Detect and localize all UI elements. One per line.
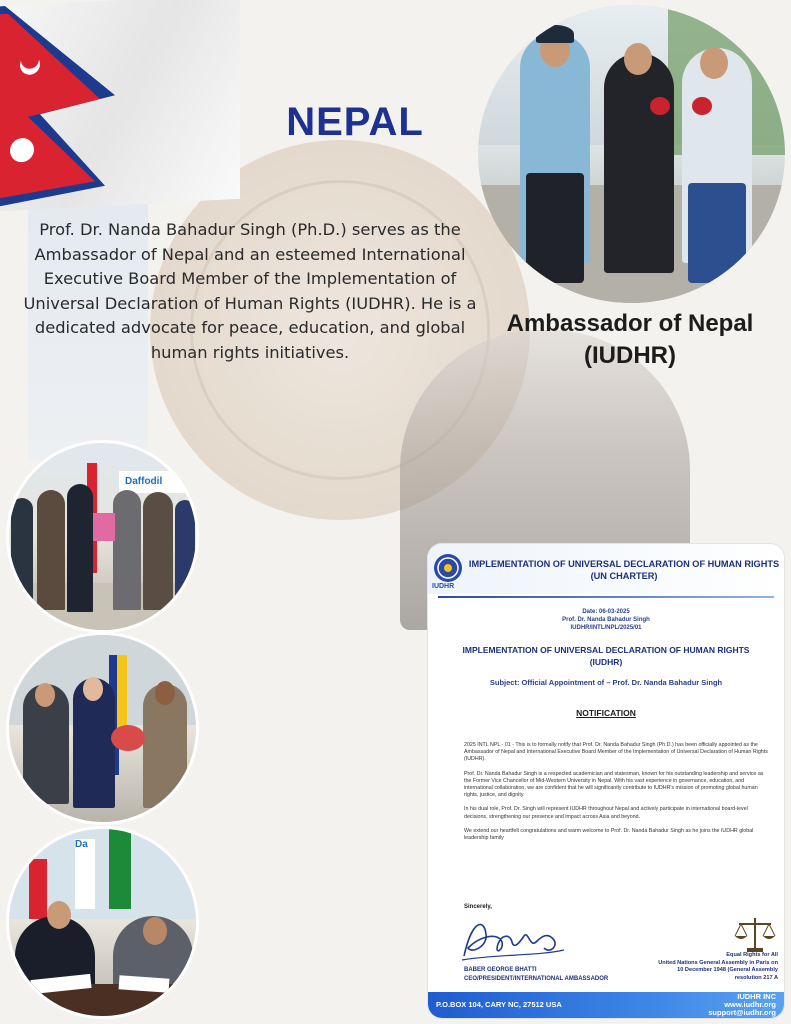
banner-text: Daffodil xyxy=(119,471,195,493)
letter-body xyxy=(464,742,768,849)
assembly-line-3: resolution 217 A xyxy=(734,974,778,981)
letter-title-line-2: (IUDHR) xyxy=(589,657,623,667)
letter-date: Date: 06-03-2025 xyxy=(582,609,630,615)
banner-text: Da xyxy=(75,839,95,909)
body-paragraph-2: Prof. Dr. Nanda Bahadur Singh is a respected academician and statesman, known for his outstanding leadership and service as the Former Vice Chancellor of Mid-Western University in Nepal. With his vast experience in governance, education, and international collaboration, we are confident that he will significantly contribute to IUDHR's mission of promoting global human rights, justice, and dignity. xyxy=(464,770,764,799)
letter-meta xyxy=(428,608,784,632)
footer-contact xyxy=(708,993,776,1017)
charter-note xyxy=(618,952,778,982)
signing-photo xyxy=(6,826,199,1019)
bio-paragraph: Prof. Dr. Nanda Bahadur Singh (Ph.D.) serves as the Ambassador of Nepal and an esteemed International Executive Board Member of the Implementation of Universal Declaration of Human Rights (IUDHR). He is a dedicated advocate for peace, education, and global human rights initiatives. xyxy=(23,220,477,362)
meeting-photo-1 xyxy=(6,440,199,633)
nepal-flag-image xyxy=(0,0,240,211)
footer-address: P.O.BOX 104, CARY NC, 27512 USA xyxy=(436,1000,562,1009)
iudhr-logo xyxy=(434,554,462,582)
letter-subject: Subject: Official Appointment of – Prof. Dr. Nanda Bahadur Singh xyxy=(489,678,723,687)
assembly-line-2: 10 December 1948 (General Assembly xyxy=(677,967,778,973)
letter-footer xyxy=(428,992,784,1018)
role-line-1: Ambassador of Nepal xyxy=(506,310,754,337)
header-subtitle-line: (UN CHARTER) xyxy=(590,571,658,581)
page-title: NEPAL xyxy=(286,100,424,144)
notification-heading: NOTIFICATION xyxy=(576,708,636,718)
signer-block xyxy=(464,966,608,984)
body-paragraph-4: We extend our heartfelt congratulations and warm welcome to Prof. Dr. Nanda Bahadur Singh as he joins the IUDHR global leadership family xyxy=(464,827,754,842)
assembly-line-1: United Nations General Assembly in Paris on xyxy=(658,959,778,966)
equal-rights-line: Equal Rights for All xyxy=(726,952,778,958)
letter-header xyxy=(428,544,784,594)
footer-website: www.iudhr.org xyxy=(724,1000,776,1009)
letter-recipient: Prof. Dr. Nanda Bahadur Singh xyxy=(562,617,650,623)
group-photo-top xyxy=(478,5,785,303)
footer-org: IUDHR INC xyxy=(737,992,776,1001)
body-paragraph-1: 2025 INTL NPL - 01 - This is to formally notify that Prof. Dr. Nanda Bahadur Singh (Ph.D.) has been officially appointed as the Ambassador of Nepal and International Executive Board Member of the Implementation of Universal Declaration of Human Rights (IUDHR). xyxy=(464,742,768,763)
letter-header-title xyxy=(468,558,780,582)
footer-email: support@iudhr.org xyxy=(708,1008,776,1017)
letter-closing: Sincerely, xyxy=(464,904,492,910)
header-title-line: IMPLEMENTATION OF UNIVERSAL DECLARATION OF HUMAN RIGHTS xyxy=(468,559,780,569)
letter-title xyxy=(428,644,784,668)
header-divider xyxy=(438,596,774,598)
meeting-photo-2 xyxy=(6,632,199,825)
letter-reference: IUDHR/INTL/NPL/2025/01 xyxy=(570,625,642,631)
appointment-letter xyxy=(428,544,784,1018)
signer-name: BABER GEORGE BHATTI xyxy=(464,967,537,973)
role-caption xyxy=(480,308,780,372)
role-line-2: (IUDHR) xyxy=(584,342,676,369)
logo-text: IUDHR xyxy=(432,583,455,590)
letter-title-line-1: IMPLEMENTATION OF UNIVERSAL DECLARATION OF HUMAN RIGHTS xyxy=(462,645,750,655)
signature-image xyxy=(458,912,568,970)
signer-title: CEO/PRESIDENT/INTERNATIONAL AMBASSADOR xyxy=(464,976,609,982)
body-paragraph-3: In his dual role, Prof. Dr. Singh will represent IUDHR throughout Nepal and actively participate in international board-level decisions, strengthening our presence and impact across Asia and beyond. xyxy=(464,806,748,820)
